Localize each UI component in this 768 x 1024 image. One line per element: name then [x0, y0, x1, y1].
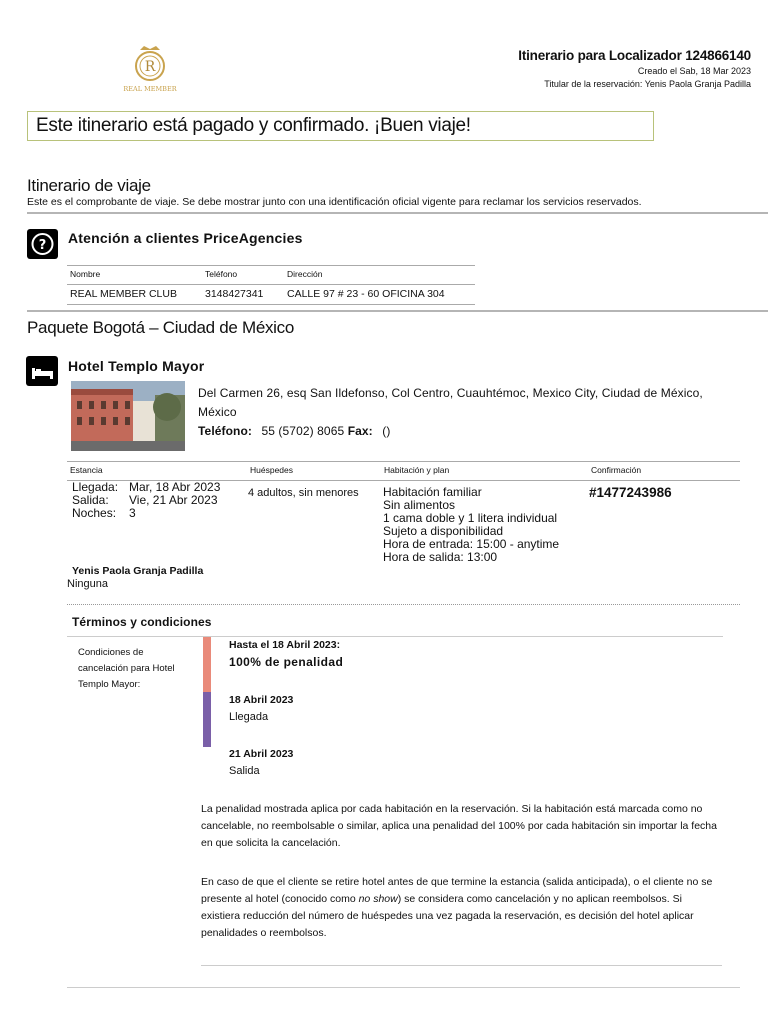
dotted-divider — [67, 604, 740, 605]
confirmation-number: #1477243986 — [589, 485, 672, 500]
hotel-name: Hotel Templo Mayor — [68, 358, 205, 374]
support-address: CALLE 97 # 23 - 60 OFICINA 304 — [287, 288, 445, 300]
stay-bar — [203, 692, 211, 747]
col-address-header: Dirección — [287, 269, 323, 279]
arrival-date: Mar, 18 Abr 2023 — [129, 480, 221, 494]
logo-text: REAL MEMBER — [123, 85, 177, 93]
itinerary-heading: Itinerario de viaje — [27, 176, 151, 195]
hotel-fax: () — [382, 424, 391, 438]
reservation-holder: Titular de la reservación: Yenis Paola Granja Padilla — [544, 79, 751, 89]
support-table — [67, 265, 475, 305]
terms-divider — [67, 636, 723, 637]
itinerary-locator-title: Itinerario para Localizador 124866140 — [518, 48, 751, 63]
timeline-arrival — [229, 694, 293, 723]
departure-date: Vie, 21 Abr 2023 — [129, 493, 218, 507]
table-row — [67, 285, 475, 305]
checkin-time: Hora de entrada: 15:00 - anytime — [383, 537, 560, 551]
room-type: Habitación familiar — [383, 485, 482, 499]
stay-table — [67, 461, 740, 481]
page-end-divider — [67, 987, 740, 988]
section-divider — [27, 212, 768, 214]
col-confirmation-header: Confirmación — [591, 465, 642, 475]
penalty-deadline: Hasta el 18 Abril 2023: — [229, 639, 341, 651]
col-phone-header: Teléfono — [205, 269, 238, 279]
no-show-emphasis: no show — [358, 893, 398, 905]
package-title: Paquete Bogotá – Ciudad de México — [27, 318, 295, 337]
meal-plan: Sin alimentos — [383, 498, 456, 512]
guests-count: 4 adultos, sin menores — [248, 487, 359, 499]
nights-count: 3 — [129, 506, 136, 520]
guest-name: Yenis Paola Granja Padilla — [72, 565, 204, 577]
col-room-header: Habitación y plan — [384, 465, 450, 475]
support-phone: 3148427341 — [205, 288, 264, 300]
cancellation-label: Condiciones de cancelación para Hotel Templo Mayor: — [78, 647, 175, 690]
real-member-logo — [118, 44, 182, 96]
timeline-penalty — [229, 639, 343, 669]
svg-text:R: R — [144, 59, 156, 75]
arrival-label: Llegada: — [72, 480, 119, 494]
hotel-photo — [71, 381, 185, 451]
svg-text:?: ? — [38, 238, 47, 253]
stay-dates — [72, 481, 220, 520]
hotel-contact — [198, 422, 738, 441]
bed-icon — [26, 356, 58, 386]
fax-label: Fax: — [347, 424, 373, 438]
availability-note: Sujeto a disponibilidad — [383, 524, 504, 538]
itinerary-subtitle: Este es el comprobante de viaje. Se debe mostrar junto con una identificación oficial vigente para reclamar los servicios reservados. — [27, 196, 642, 208]
nights-label: Noches: — [72, 506, 117, 520]
penalty-policy-paragraph: La penalidad mostrada aplica por cada habitación en la reservación. Si la habitación está marcada como no cancelable, no reembolsable o similar, aplica una penalidad del 100% por cada habitación sin importar la fecha en que solicita la cancelación. — [201, 803, 717, 849]
arrival-timeline-text: Llegada — [229, 711, 269, 723]
terms-title: Términos y condiciones — [72, 615, 212, 629]
col-guests-header: Huéspedes — [250, 465, 294, 475]
penalty-amount: 100% de penalidad — [229, 655, 344, 669]
created-date: Creado el Sab, 18 Mar 2023 — [637, 66, 751, 76]
departure-timeline-date: 21 Abril 2023 — [229, 748, 294, 760]
guest-note: Ninguna — [67, 578, 108, 590]
itinerary-header — [518, 48, 751, 89]
no-show-text-b: ) se considera como cancelación y no aplican reembolsos. Si existiera reducción del número de huéspedes una vez pagada la reservación, es decisión del hotel aplicar penalidades o reembolsos. — [201, 893, 694, 939]
departure-timeline-text: Salida — [229, 765, 260, 777]
support-name: REAL MEMBER CLUB — [70, 288, 177, 300]
bed-config: 1 cama doble y 1 litera individual — [383, 511, 558, 525]
hotel-address: Del Carmen 26, esq San Ildefonso, Col Centro, Cuauhtémoc, Mexico City, Ciudad de México, México — [198, 386, 703, 419]
checkout-time: Hora de salida: 13:00 — [383, 550, 498, 564]
timeline-departure — [229, 748, 293, 777]
terms-end-divider — [201, 965, 722, 966]
penalty-bar — [203, 637, 211, 692]
arrival-timeline-date: 18 Abril 2023 — [229, 694, 294, 706]
section-divider — [27, 310, 768, 312]
no-show-policy-paragraph — [201, 874, 721, 942]
phone-label: Teléfono: — [198, 424, 253, 438]
room-plan — [383, 486, 559, 564]
support-title: Atención a clientes PriceAgencies — [68, 230, 303, 246]
no-show-text-a: En caso de que el cliente se retire hotel antes de que termine la estancia (salida anticipada), o el cliente no se presente al hotel (conocido como — [201, 876, 713, 905]
departure-label: Salida: — [72, 493, 109, 507]
hotel-address-block — [198, 384, 738, 441]
paid-confirmed-banner: Este itinerario está pagado y confirmado. ¡Buen viaje! — [27, 111, 654, 141]
hotel-phone: 55 (5702) 8065 — [261, 424, 345, 438]
col-name-header: Nombre — [70, 269, 101, 279]
col-stay-header: Estancia — [70, 465, 103, 475]
question-icon — [27, 229, 58, 259]
